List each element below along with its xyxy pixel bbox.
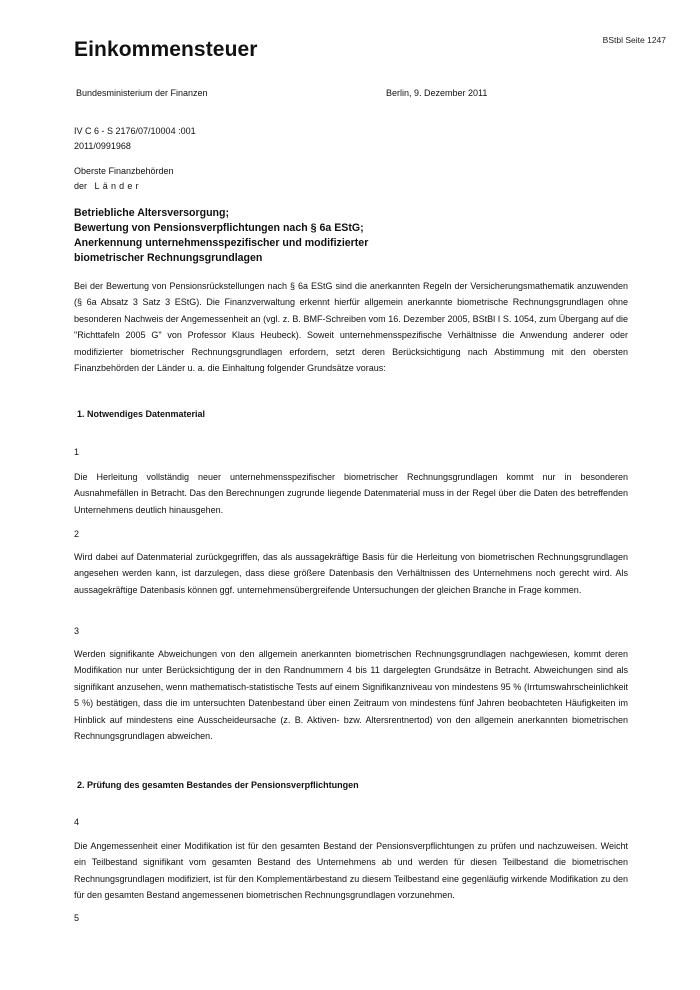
subject-line-1: Betriebliche Altersversorgung; (74, 207, 230, 219)
subject-line-4: biometrischer Rechnungsgrundlagen (74, 252, 263, 264)
subject-line-2: Bewertung von Pensionsverpflichtungen nach § 6a EStG; (74, 222, 364, 234)
paragraph-2: Wird dabei auf Datenmaterial zurückgegriffen, das als aussagekräftige Basis für die Herleitung von biometrischen Rechnungsgrundlagen angesehen werden kann, ist darzulegen, dass diese größere Datenbasis den Verhältnissen des Unternehmens noch gerecht wird. Als aussagekräftige Datenbasis können ggf. unternehmensübergreifende Untersuchungen der gleichen Branche in Frage kommen. (74, 552, 628, 595)
paragraph-1: Die Herleitung vollständig neuer unternehmensspezifischer biometrischer Rechnungsgrundlagen kommt nur in besonderen Ausnahmefällen in Betracht. Das den Berechnungen zugrunde liegende Datenmaterial muss in der Regel über die Daten des betreffenden Unternehmens deutlich hinausgehen. (74, 472, 628, 515)
document-number: 2011/0991968 (74, 141, 131, 151)
subject-line-3: Anerkennung unternehmensspezifischer und modifizierter (74, 237, 369, 249)
margin-number-3: 3 (74, 626, 80, 636)
recipient-block (74, 164, 174, 194)
paragraph-4: Die Angemessenheit einer Modifikation ist für den gesamten Bestand der Pensionsverpflichtungen zu prüfen und nachzuweisen. Weicht ein Teilbestand signifikant vom gesamten Bestand des Unternehmens ab und werden für diesen Teilbestand die biometrischen Rechnungsgrundlagen modifiziert, ist für den Komplementärbestand zu diesem Teilbestand eine gegenläufig wirkende Modifikation zu den für den gesamten Bestand angemessenen biometrischen Rechnungsgrundlagen vorzunehmen. (74, 841, 628, 901)
recipient-laender: Länder (94, 181, 142, 191)
reference-number: IV C 6 - S 2176/07/10004 :001 (74, 126, 196, 136)
recipient-line-1: Oberste Finanzbehörden (74, 166, 174, 176)
margin-number-5: 5 (74, 913, 80, 923)
margin-number-1: 1 (74, 447, 80, 457)
margin-number-2: 2 (74, 529, 80, 539)
reference-block (74, 124, 196, 154)
intro-paragraph: Bei der Bewertung von Pensionsrückstellungen nach § 6a EStG sind die anerkannten Regeln der Versicherungsmathematik anzuwenden (§ 6a Absatz 3 Satz 3 EStG). Die Finanzverwaltung erkennt hierfür allgemein anerkannte biometrische Rechnungsgrundlagen ohne besonderen Nachweis der Angemessenheit an (vgl. z. B. BMF-Schreiben vom 16. Dezember 2005, BStBl I S. 1054, zum Übergang auf die "Richttafeln 2005 G" von Professor Klaus Heubeck). Soweit unternehmensspezifische Verhältnisse die Anwendung anderer oder modifizierter biometrischer Rechnungsgrundlagen erfordern, setzt deren Berücksichtigung nach Abstimmung mit den obersten Finanzbehörden der Länder u. a. die Einhaltung folgender Grundsätze voraus: (74, 281, 628, 374)
margin-number-4: 4 (74, 817, 80, 827)
section-heading-2: 2. Prüfung des gesamten Bestandes der Pensionsverpflichtungen (77, 780, 359, 790)
recipient-line-2 (74, 179, 174, 194)
paragraph-3: Werden signifikante Abweichungen von den allgemein anerkannten biometrischen Rechnungsgrundlagen nachgewiesen, kommt deren Modifikation nur unter Berücksichtigung der in den Randnummern 4 bis 11 dargelegten Grundsätze in Betracht. Abweichungen sind als signifikant anzusehen, wenn mathematisch-statistische Tests auf einem Signifikanzniveau von mindestens 95 % (Irrtumswahrscheinlichkeit 5 %) bestätigen, dass die im untersuchten Datenbestand über einen Zeitraum von mindestens fünf Jahren beobachteten Häufigkeiten im Hinblick auf mindestens eine Ausscheideursache (z. B. Aktiven- bzw. Altersrentnertod) von den allgemein anerkannten biometrischen Rechnungsgrundlagen abweichen. (74, 649, 628, 742)
section-heading-1: 1. Notwendiges Datenmaterial (77, 409, 206, 419)
recipient-prefix: der (74, 181, 88, 191)
place-date: Berlin, 9. Dezember 2011 (386, 88, 488, 98)
subject-block (74, 206, 634, 266)
document-title: Einkommensteuer (74, 38, 258, 61)
sender: Bundesministerium der Finanzen (76, 88, 208, 98)
page-reference: BStbl Seite 1247 (602, 35, 666, 45)
